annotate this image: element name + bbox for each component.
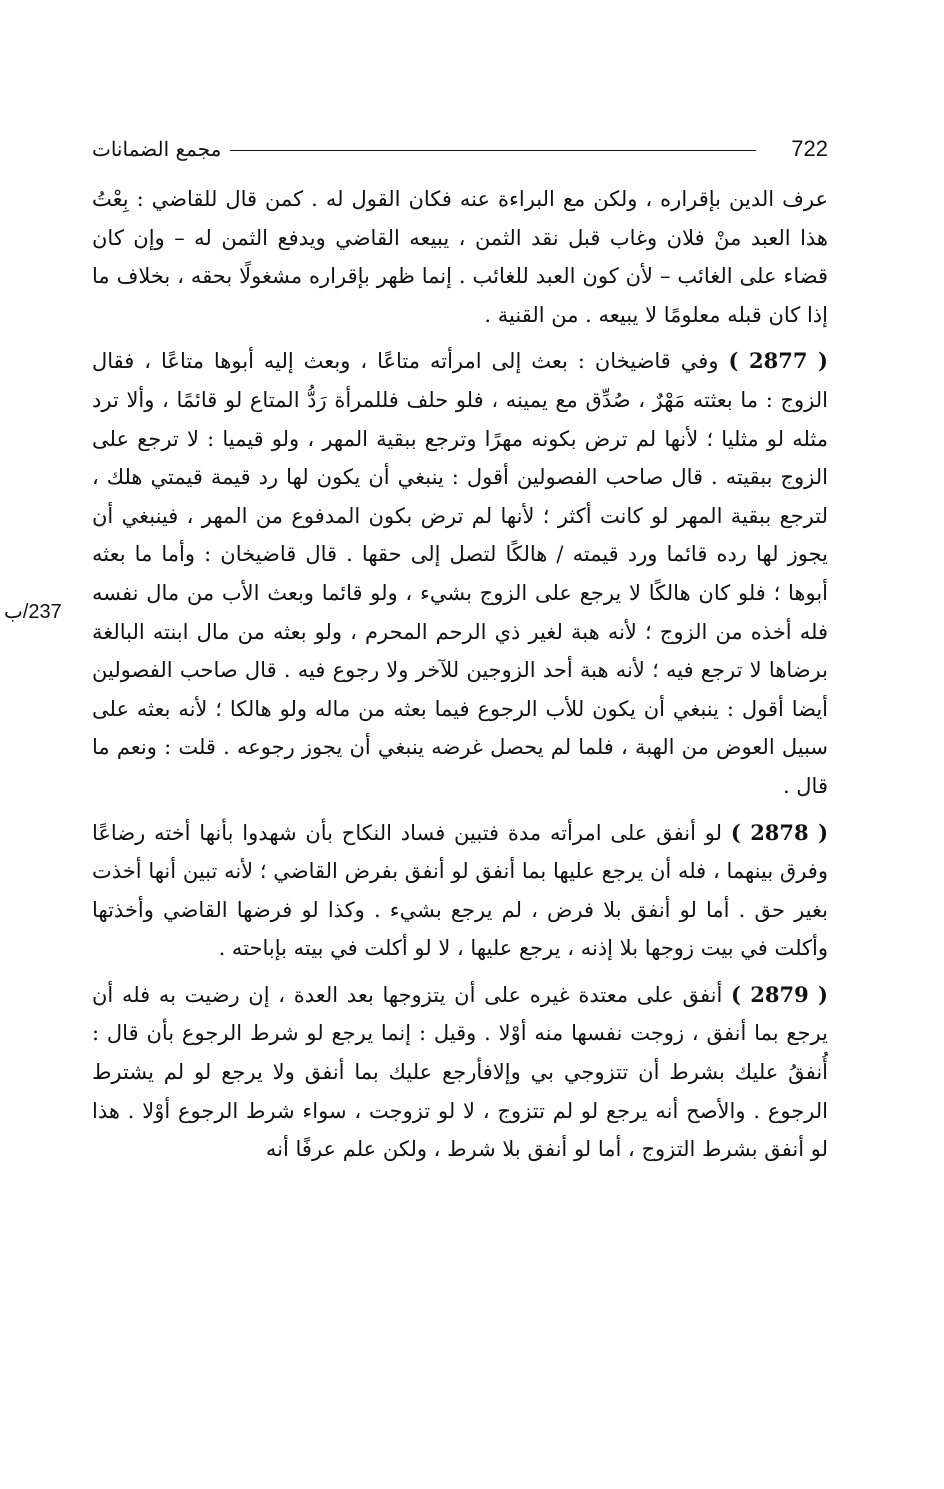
entry-number: ( 2877 )	[728, 348, 828, 374]
paragraph-text: لو أنفق على امرأته مدة فتبين فساد النكاح بأن شهدوا بأنها أخته رضاعًا وفرق بينهما ، فله أن يرجع عليها بما أنفق لو أنفق بفرض القاضي ؛ لأنه تبين أنها أخذت بغير حق . أما لو أنفق بلا فرض ، لم يرجع بشيء . وكذا لو فرضها القاضي وأخذتها وأكلت في بيت زوجها بلا إذنه ، يرجع عليها ، لا لو أكلت في بيته بإباحته .	[92, 820, 828, 961]
paragraph-continuation	[92, 180, 828, 334]
entry-number: ( 2878 )	[730, 819, 829, 845]
paragraph-2879	[92, 976, 828, 1169]
paragraph-2877	[92, 342, 828, 805]
book-title: مجمع الضمانات	[92, 137, 222, 161]
header-rule	[230, 150, 756, 151]
paragraph-text: أنفق على معتدة غيره على أن يتزوجها بعد العدة ، إن رضيت به فله أن يرجع بما أنفق ، زوجت نفسها منه أوْلا . وقيل : إنما يرجع لو شرط الرجوع بأن قال : أُنفقُ عليك بشرط أن تتزوجي بي وإلافأرجع عليك بما أنفق ولا يرجع لو لم يشترط الرجوع . والأصح أنه يرجع لو لم تتزوج ، لا لو تزوجت ، سواء شرط الرجوع أوْلا . هذا لو أنفق بشرط التزوج ، أما لو أنفق بلا شرط ، ولكن علم عرفًا أنه	[92, 982, 828, 1162]
entry-number: ( 2879 )	[731, 981, 828, 1007]
main-text	[92, 180, 828, 1177]
page-number: 722	[791, 136, 828, 161]
margin-folio-reference: 237/ب	[4, 601, 62, 623]
paragraph-text: وفي قاضيخان : بعث إلى امرأته متاعًا ، وبعث إليه أبوها متاعًا ، فقال الزوج : ما بعثته مَهْرٌ ، صُدِّق مع يمينه ، فلو حلف فللمرأة رَدُّ المتاع لو قائمًا ، وألا ترد مثله لو مثليا ؛ لأنها لم ترض بكونه مهرًا وترجع ببقية المهر ، ولو قيميا : لا ترجع على الزوج ببقيته . قال صاحب الفصولين أقول : ينبغي أن يكون لها رد قيمة قيمتي هلك ، لترجع ببقية المهر لو كانت أكثر ؛ لأنها لم ترض بكون المدفوع من المهر ، فينبغي أن يجوز لها رده قائما ورد قيمته / هالكًا لتصل إلى حقها . قال قاضيخان : وأما ما بعثه أبوها ؛ فلو كان هالكًا لا يرجع على الزوج بشيء ، ولو قائما وبعث الأب من مال نفسه فله أخذه من الزوج ؛ لأنه هبة لغير ذي الرحم المحرم ، ولو بعثه من مال ابنته البالغة برضاها لا ترجع فيه ؛ لأنه هبة أحد الزوجين للآخر ولا رجوع فيه . قال صاحب الفصولين أيضا أقول : ينبغي أن يكون للأب الرجوع فيما بعثه من ماله ولو هالكا ؛ لأنه بعثه على سبيل العوض من الهبة ، فلما لم يحصل غرضه ينبغي أن يجوز رجوعه . قلت : ونعم ما قال .	[92, 349, 828, 798]
paragraph-2878	[92, 814, 828, 968]
paragraph-text: عرف الدين بإقراره ، ولكن مع البراءة عنه فكان القول له . كمن قال للقاضي : بِعْتُ هذا العبد منْ فلان وغاب قبل نقد الثمن ، يبيعه القاضي ويدفع الثمن له – وإن كان قضاء على الغائب – لأن كون العبد للغائب . إنما ظهر بإقراره مشغولًا بحقه ، بخلاف ما إذا كان قبله معلومًا لا يبيعه . من القنية .	[92, 187, 828, 327]
running-header	[92, 134, 828, 164]
